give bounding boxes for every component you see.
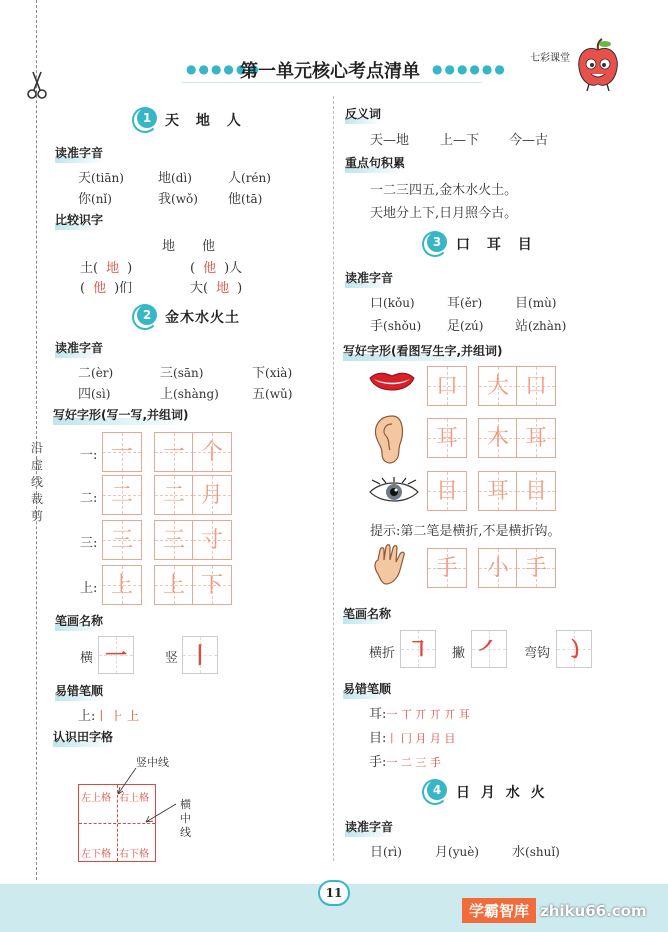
- stroke-order: 上:丨 ⺊ 上: [78, 709, 140, 724]
- writing-grid: 一: [102, 432, 142, 472]
- hand-icon: [370, 544, 414, 592]
- pinyin-entry: 口(kǒu): [370, 296, 415, 311]
- mouth-icon: [368, 368, 416, 402]
- subhead-order: 易错笔顺: [343, 682, 392, 696]
- compare-char: 地: [162, 239, 176, 254]
- compare-item: ( 他 )们: [80, 281, 133, 296]
- writing-grid: 小: [478, 548, 518, 588]
- pinyin-entry: 站(zhàn): [515, 319, 567, 334]
- writing-grid: 三: [154, 520, 194, 560]
- pinyin-entry: 人(rén): [228, 171, 271, 186]
- tianzi-top-left: 左上格: [81, 793, 111, 804]
- pinyin-entry: 地(dì): [158, 171, 192, 186]
- apple-mascot-icon: [575, 38, 621, 96]
- subhead-stroke: 笔画名称: [55, 614, 104, 628]
- tip-note: 提示:第二笔是横折,不是横折钩。: [370, 524, 561, 539]
- pinyin-entry: 目(mù): [515, 296, 557, 311]
- writing-grid: 目: [427, 471, 467, 511]
- subhead-read: 读准字音: [55, 146, 104, 160]
- vertical-midline-label: 竖中线: [136, 756, 169, 769]
- watermark-logo: 学霸智库: [462, 898, 536, 923]
- stroke-name: 横: [80, 651, 94, 666]
- stroke-name: 撇: [452, 646, 466, 661]
- section-title: 天 地 人: [165, 113, 247, 129]
- title-dots-left: ●●●●●●: [186, 62, 261, 76]
- scissors-icon: [27, 70, 47, 104]
- writing-grid: 木: [478, 418, 518, 458]
- cut-instruction: 沿虚线裁剪: [30, 441, 43, 523]
- writing-grid: 上: [102, 565, 142, 605]
- writing-grid: 一: [154, 432, 194, 472]
- pinyin-entry: 月(yuè): [435, 845, 479, 860]
- writing-grid: 口: [516, 366, 556, 406]
- stroke-name: 横折: [369, 646, 396, 661]
- pinyin-entry: 他(tā): [228, 192, 263, 207]
- pinyin-entry: 天(tiān): [78, 171, 124, 186]
- subhead-read: 读准字音: [55, 341, 104, 355]
- pinyin-entry: 水(shuǐ): [512, 845, 560, 860]
- section-number: 4: [427, 780, 447, 800]
- subhead-stroke: 笔画名称: [343, 607, 392, 621]
- write-row-label: 二:: [80, 491, 98, 506]
- writing-grid: 手: [516, 548, 556, 588]
- subhead-sentence: 重点句积累: [345, 156, 406, 170]
- section-title: 口 耳 目: [456, 237, 538, 253]
- title-dots-right: ●●●●●●: [432, 62, 507, 76]
- write-row-label: 上:: [80, 581, 98, 596]
- subhead-read: 读准字音: [345, 271, 394, 285]
- stroke-box: ㇒: [471, 630, 507, 668]
- pinyin-entry: 日(rì): [370, 845, 402, 860]
- tianzi-pointers: [110, 760, 190, 830]
- section-number: 3: [427, 232, 447, 252]
- antonym-pair: 上—下: [440, 133, 480, 148]
- tianzi-top-right: 右上格: [119, 793, 149, 804]
- pinyin-entry: 二(èr): [78, 366, 114, 381]
- ear-icon: [372, 414, 406, 470]
- subhead-compare: 比较识字: [55, 213, 104, 227]
- stroke-box: ㇁: [556, 630, 592, 668]
- page-title: 第一单元核心考点清单: [240, 61, 420, 82]
- brand-label: 七彩课堂: [530, 53, 570, 64]
- writing-grid: 上: [154, 565, 194, 605]
- pinyin-entry: 你(nǐ): [78, 192, 112, 207]
- writing-grid: 耳: [516, 418, 556, 458]
- pinyin-entry: 下(xià): [252, 366, 293, 381]
- subhead-order: 易错笔顺: [55, 684, 104, 698]
- antonym-pair: 天—地: [370, 133, 410, 148]
- stroke-name: 弯钩: [524, 646, 551, 661]
- compare-item: 大( 地 ): [190, 281, 243, 296]
- stroke-box: 丨: [182, 636, 218, 674]
- pinyin-entry: 五(wǔ): [252, 387, 293, 402]
- key-sentence: 天地分上下,日月照今古。: [370, 206, 518, 221]
- writing-grid: 耳: [478, 471, 518, 511]
- stroke-order: 目:丨 冂 月 月 目: [369, 731, 456, 746]
- writing-grid: 个: [192, 432, 232, 472]
- antonym-pair: 今—古: [509, 133, 549, 148]
- horizontal-midline-label: 横中线: [180, 798, 191, 839]
- write-row-label: 三:: [80, 536, 98, 551]
- writing-grid: 耳: [427, 418, 467, 458]
- section-number: 1: [137, 108, 157, 128]
- pinyin-entry: 上(shàng): [160, 387, 219, 402]
- subhead-read: 读准字音: [345, 820, 394, 834]
- writing-grid: 目: [516, 471, 556, 511]
- writing-grid: 口: [427, 366, 467, 406]
- writing-grid: 二: [154, 475, 194, 515]
- writing-grid: 寸: [192, 520, 232, 560]
- stroke-order: 耳:一 丅 丌 丌 丌 耳: [369, 707, 470, 722]
- pinyin-entry: 我(wǒ): [158, 192, 198, 207]
- stroke-box: ㇕: [400, 630, 436, 668]
- compare-item: ( 他 )人: [190, 261, 243, 276]
- pinyin-entry: 足(zú): [447, 319, 484, 334]
- subhead-write: 写好字形(看图写生字,并组词): [343, 344, 503, 358]
- tianzi-bottom-left: 左下格: [81, 849, 111, 860]
- pinyin-entry: 四(sì): [78, 387, 111, 402]
- writing-grid: 下: [192, 565, 232, 605]
- pinyin-entry: 手(shǒu): [370, 319, 422, 334]
- subhead-write: 写好字形(写一写,并组词): [53, 408, 189, 422]
- section-title: 金木水火土: [165, 310, 240, 326]
- writing-grid: 二: [102, 475, 142, 515]
- compare-item: 土( 地 ): [80, 261, 133, 276]
- title-rule: [182, 82, 482, 83]
- watermark-url: zhiku66.com: [540, 901, 647, 920]
- writing-grid: 手: [427, 548, 467, 588]
- tianzi-bottom-right: 右下格: [119, 849, 149, 860]
- pinyin-entry: 三(sān): [160, 366, 204, 381]
- eye-icon: [368, 476, 420, 512]
- section-title: 日 月 水 火: [456, 785, 548, 801]
- site-watermark: [462, 898, 647, 923]
- compare-char: 他: [202, 239, 216, 254]
- stroke-box: 一: [98, 636, 134, 674]
- subhead-tianzi: 认识田字格: [53, 730, 114, 744]
- subhead-antonym: 反义词: [345, 107, 382, 121]
- key-sentence: 一二三四五,金木水火土。: [370, 183, 518, 198]
- writing-grid: 大: [478, 366, 518, 406]
- page-number: 11: [318, 880, 350, 906]
- pinyin-entry: 耳(ěr): [447, 296, 483, 311]
- stroke-name: 竖: [165, 651, 179, 666]
- writing-grid: 三: [102, 520, 142, 560]
- column-divider: [333, 96, 334, 861]
- write-row-label: 一:: [80, 448, 98, 463]
- writing-grid: 月: [192, 475, 232, 515]
- stroke-order: 手:一 二 三 手: [369, 755, 441, 770]
- section-number: 2: [137, 305, 157, 325]
